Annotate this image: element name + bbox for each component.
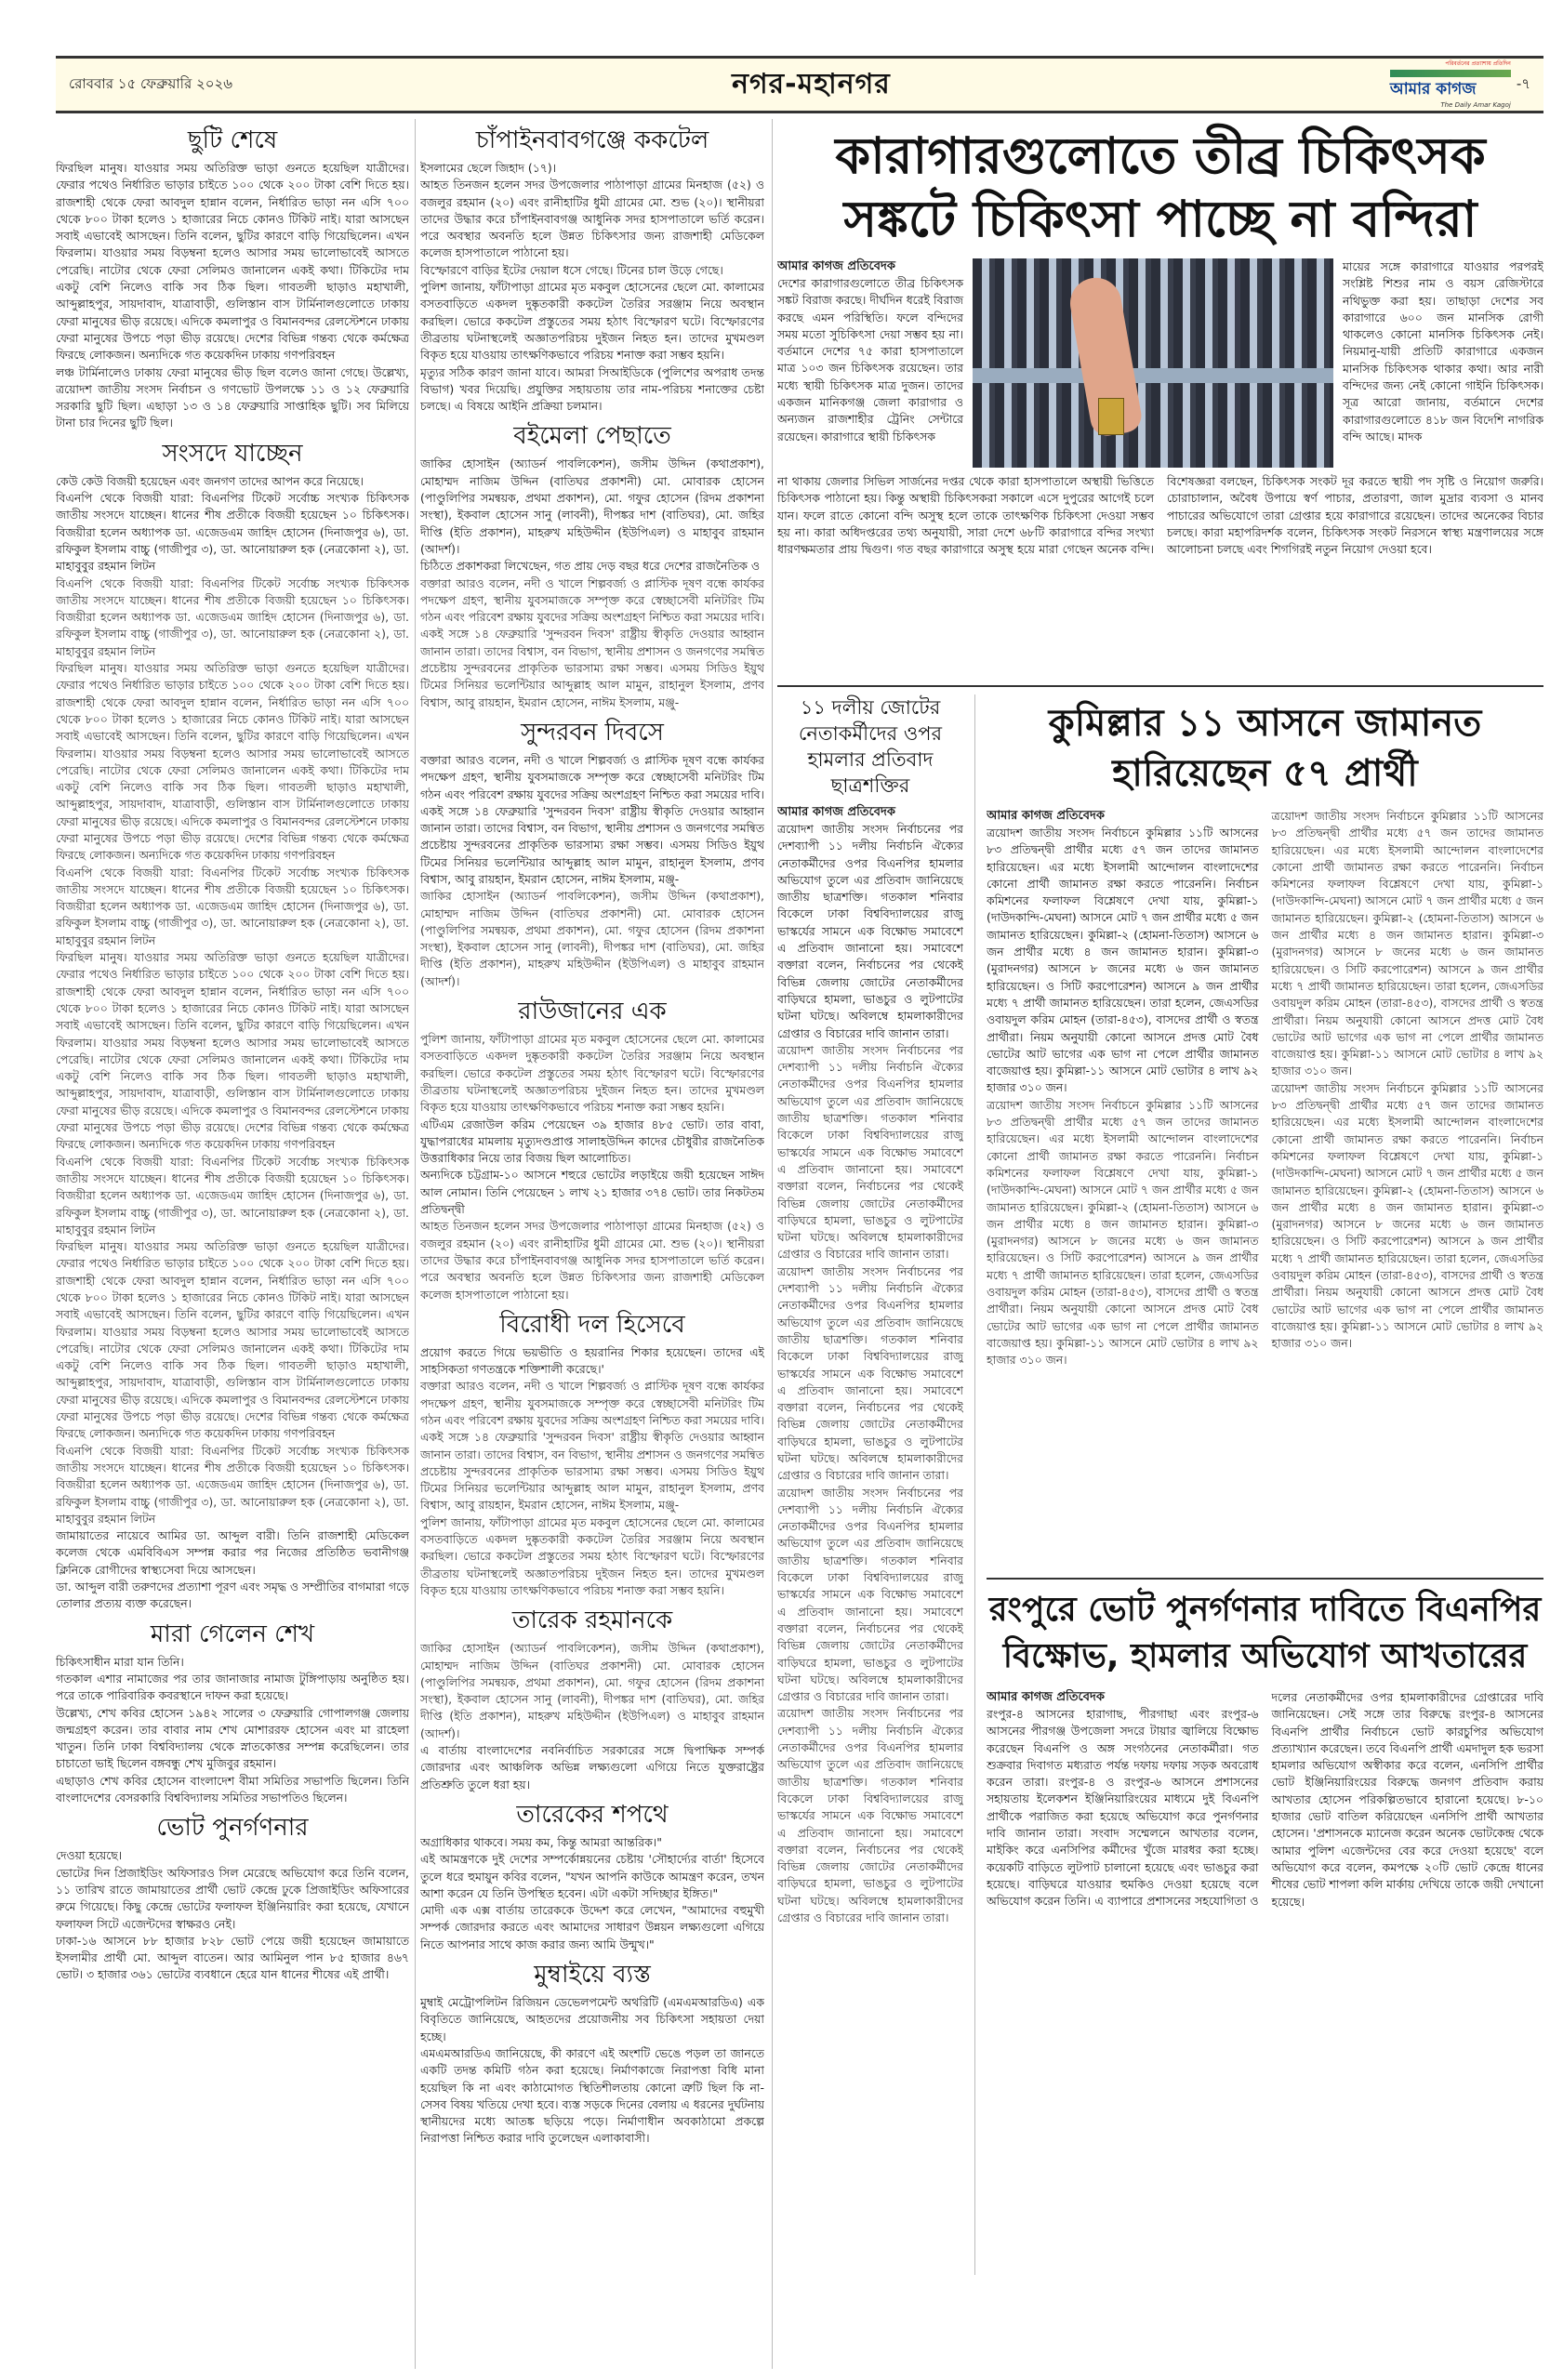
story-heading: বিরোধী দল হিসেবে <box>499 1310 685 1339</box>
byline: আমার কাগজ প্রতিবেদক <box>777 805 895 819</box>
comilla-story-body <box>987 808 1543 1570</box>
rangpur-headline-line-2: বিক্ষোভ, হামলার অভিযোগ আখতারের <box>1002 1637 1528 1675</box>
logo-tagline: পরিবর্তনের প্রত্যাশায় প্রতিদিন <box>1445 60 1511 67</box>
story-paragraph: বিএনপি থেকে বিজয়ী যারা: বিএনপির টিকেট সর্বোচ্চ সংখ্যক চিকিৎসক জাতীয় সংসদে যাচ্ছেন। ধানের শীষ প্রতীকে বিজয়ী হয়েছেন ১০ চিকিৎসক। বিজয়ীরা হলেন অধ্যাপক ডা. এজেডএম জাহিদ হোসেন (দিনাজপুর ৬), ডা. রফিকুল ইসলাম বাচ্চু (গাজীপুর ৩), ডা. আনোয়ারুল হক (নেত্রকোনা ২), ডা. মাহাবুবুর রহমান লিটন <box>56 491 409 574</box>
issue-date: রোববার ১৫ ফেব্রুয়ারি ২০২৬ <box>69 74 233 92</box>
story-paragraph-continued: ত্রয়োদশ জাতীয় সংসদ নির্বাচনের পর দেশব্যাপী ১১ দলীয় নির্বাচনি ঐক্যের নেতাকর্মীদের ওপর বিএনপির হামলার অভিযোগ তুলে এর প্রতিবাদ জানিয়েছে জাতীয় ছাত্রশক্তি। গতকাল শনিবার বিকেলে ঢাকা বিশ্ববিদ্যালয়ের রাজু ভাস্কর্যের সামনে এক বিক্ষোভ সমাবেশে এ প্রতিবাদ জানানো হয়। সমাবেশে বক্তারা বলেন, নির্বাচনের পর থেকেই বিভিন্ন জেলায় জোটের নেতাকর্মীদের বাড়িঘরে হামলা, ভাঙচুর ও লুটপাটের ঘটনা ঘটছে। অবিলম্বে হামলাকারীদের গ্রেপ্তার ও বিচারের দাবি জানান তারা। <box>777 1042 963 1262</box>
story-paragraph: না থাকায় জেলার সিভিল সার্জনের দপ্তর থেকে কারা হাসপাতালে অস্থায়ী ভিত্তিতে চিকিৎসক পাঠানো হয়। কিন্তু অস্থায়ী চিকিৎসকরা সকালে এসে দুপুরের আগেই চলে যান। ফলে রাতে কোনো বন্দি অসুস্থ হলে তাকে তাৎক্ষণিক চিকিৎসা দেওয়া সম্ভব হয় না। কারা অধিদপ্তরের তথ্য অনুযায়ী, সারা দেশে ৬৮টি কারাগারে বন্দির সংখ্যা ধারণক্ষমতার প্রায় দ্বিগুণ। গত বছর কারাগারে অসুস্থ হয়ে মারা গেছেন অনেক বন্দি। বিশেষজ্ঞরা বলছেন, চিকিৎসক সংকট দূর করতে স্থায়ী পদ সৃষ্টি ও নিয়োগ জরুরি। চোরাচালান, অবৈধ উপায়ে স্বর্ণ পাচার, প্রতারণা, জাল মুদ্রার ব্যবসা ও মানব পাচারের অভিযোগে তারা গ্রেপ্তার হয়ে কারাগারে রয়েছেন। তাদের অনেকের বিচার চলছে। কারা মহাপরিদর্শক বলেন, চিকিৎসক সংকট নিরসনে স্বাস্থ্য মন্ত্রণালয়ের সঙ্গে আলোচনা চলছে এবং শিগগিরই নতুন নিয়োগ দেওয়া হবে। <box>777 474 1543 557</box>
side-story <box>777 694 963 2275</box>
story-paragraph-continued: ত্রয়োদশ জাতীয় সংসদ নির্বাচনে কুমিল্লার ১১টি আসনের ৮৩ প্রতিদ্বন্দ্বী প্রার্থীর মধ্যে ৫৭ জন তাদের জামানত হারিয়েছেন। এর মধ্যে ইসলামী আন্দোলন বাংলাদেশের কোনো প্রার্থী জামানত রক্ষা করতে পারেননি। নির্বাচন কমিশনের ফলাফল বিশ্লেষণে দেখা যায়, কুমিল্লা-১ (দাউদকান্দি-মেঘনা) আসনে মোট ৭ জন প্রার্থীর মধ্যে ৫ জন জামানত হারিয়েছেন। কুমিল্লা-২ (হোমনা-তিতাস) আসনে ৬ জন প্রার্থীর মধ্যে ৪ জন জামানত হারান। কুমিল্লা-৩ (মুরাদনগর) আসনে ৮ জনের মধ্যে ৬ জন জামানত হারিয়েছেন। ও সিটি করপোরেশন) আসনে ৯ জন প্রার্থীর মধ্যে ৭ প্রার্থী জামানত হারিয়েছেন। তারা হলেন, জেএসডির ওবায়দুল করিম মোহন (তারা-৪৫৩), বাসদের প্রার্থী ও স্বতন্ত্র প্রার্থীরা। নিয়ম অনুযায়ী কোনো আসনে প্রদত্ত মোট বৈধ ভোটের আট ভাগের এক ভাগ না পেলে প্রার্থীর জামানত বাজেয়াপ্ত হয়। কুমিল্লা-১১ আসনে মোট ভোটার ৪ লাখ ৯২ হাজার ৩১০ জন। <box>1271 809 1543 1078</box>
comilla-headline-line-2: হারিয়েছেন ৫৭ প্রার্থী <box>1112 752 1418 795</box>
story-paragraph: রংপুর-৪ আসনের হারাগাছ, পীরগাছা এবং রংপুর-৬ আসনের পীরগঞ্জ উপজেলা সদরে টায়ার জ্বালিয়ে বিক্ষোভ করেছেন বিএনপি ও অঙ্গ সংগঠনের নেতাকর্মীরা। গত শুক্রবার দিবাগত মধ্যরাত পর্যন্ত দফায় দফায় সড়ক অবরোধ করেন তারা। রংপুর-৪ ও রংপুর-৬ আসনে প্রশাসনের সহায়তায় ইলেকশন ইঞ্জিনিয়ারিংয়ের মাধ্যমে দুই বিএনপি প্রার্থীকে পরাজিত করা হয়েছে অভিযোগ করে পুনর্গণনার দাবি জানান তারা। সংবাদ সম্মেলনে আখতার বলেন, মাইকিং করে এনসিপির কর্মীদের খুঁজে মারধর করা হচ্ছে। কয়েকটি বাড়িতে লুটপাট চালানো হয়েছে এবং ভাঙচুর করা হয়েছে। বাড়িঘরে যাওয়ার হুমকিও দেওয়া হয়েছে বলে অভিযোগ করেন তিনি। এ ব্যাপারে প্রশাসনের সহযোগিতা ও দলের নেতাকর্মীদের ওপর হামলাকারীদের গ্রেপ্তারের দাবি জানিয়েছেন। সেই সঙ্গে তার বিরুদ্ধে রংপুর-৪ আসনের বিএনপি প্রার্থীর নির্বাচনে ভোট কারচুপির অভিযোগ প্রত্যাখ্যান করেছেন। তবে বিএনপি প্রার্থী এমদাদুল হক ভরসা হামলার অভিযোগ অস্বীকার করে বলেন, এনসিপি প্রার্থীর ভোট ইঞ্জিনিয়ারিংয়ের বিরুদ্ধে জনগণ প্রতিবাদ করায় আখতার হোসেন পরিকল্পিতভাবে হারানো হয়েছে। ৮-১০ হাজার ভোট বাতিল করিয়েছেন এনসিপি প্রার্থী আখতার হোসেন। 'প্রশাসনকে ম্যানেজ করেন অনেক ভোটকেন্দ্র থেকে আমার পুলিশ এজেন্টদের বের করে দেওয়া হয়েছে' বলে অভিযোগ করে বলেন, কমপক্ষে ২০টি ভোট কেন্দ্রে ধানের শীষের ভোট শাপলা কলি মার্কায় দেখিয়ে তাকে জয়ী দেখানো হয়েছে। <box>987 1690 1543 1909</box>
story-heading: সুন্দরবন দিবসে <box>521 718 664 747</box>
story-paragraph: ত্রয়োদশ জাতীয় সংসদ নির্বাচনে কুমিল্লার ১১টি আসনের ৮৩ প্রতিদ্বন্দ্বী প্রার্থীর মধ্যে ৫৭ জন তাদের জামানত হারিয়েছেন। এর মধ্যে ইসলামী আন্দোলন বাংলাদেশের কোনো প্রার্থী জামানত রক্ষা করতে পারেননি। নির্বাচন কমিশনের ফলাফল বিশ্লেষণে দেখা যায়, কুমিল্লা-১ (দাউদকান্দি-মেঘনা) আসনে মোট ৭ জন প্রার্থীর মধ্যে ৫ জন জামানত হারিয়েছেন। কুমিল্লা-২ (হোমনা-তিতাস) আসনে ৬ জন প্রার্থীর মধ্যে ৪ জন জামানত হারান। কুমিল্লা-৩ (মুরাদনগর) আসনে ৮ জনের মধ্যে ৬ জন জামানত হারিয়েছেন। ও সিটি করপোরেশন) আসনে ৯ জন প্রার্থীর মধ্যে ৭ প্রার্থী জামানত হারিয়েছেন। তারা হলেন, জেএসডির ওবায়দুল করিম মোহন (তারা-৪৫৩), বাসদের প্রার্থী ও স্বতন্ত্র প্রার্থীরা। নিয়ম অনুযায়ী কোনো আসনে প্রদত্ত মোট বৈধ ভোটের আট ভাগের এক ভাগ না পেলে প্রার্থীর জামানত বাজেয়াপ্ত হয়। কুমিল্লা-১১ আসনে মোট ভোটার ৪ লাখ ৯২ হাজার ৩১০ জন। <box>987 826 1259 1095</box>
story-paragraph: দেশের কারাগারগুলোতে তীব্র চিকিৎসক সঙ্কট বিরাজ করছে। দীর্ঘদিন ধরেই বিরাজ করছে এমন পরিস্থিতি। ফলে বন্দিদের সময় মতো সুচিকিৎসা দেয়া সম্ভব হয় না। বর্তমানে দেশের ৭৫ কারা হাসপাতালে মাত্র ১০৩ জন চিকিৎসক রয়েছেন। তার মধ্যে স্থায়ী চিকিৎসক মাত্র দুজন। তাদের একজন মানিকগঞ্জ জেলা কারাগার ও অন্যজন রাজশাহীর ট্রেনিং সেন্টারে রয়েছেন। কারাগারে স্থায়ী চিকিৎসক <box>777 276 963 443</box>
story-paragraph: পুলিশ জানায়, ফাঁটাপাড়া গ্রামের মৃত মকবুল হোসেনের ছেলে মো. কালামের বসতবাড়িতে একদল দুষ্কৃতকারী ককটেল তৈরির সরঞ্জাম নিয়ে অবস্থান করছিল। ভোরে ককটেল প্রস্তুতের সময় হঠাৎ বিস্ফোরণ ঘটে। বিস্ফোরণের তীব্রতায় ঘটনাস্থলেই অজ্ঞাতপরিচয় দুইজন নিহত হন। তাদের মুখমণ্ডল বিকৃত হয়ে যাওয়ায় তাৎক্ষণিকভাবে পরিচয় শনাক্ত করা সম্ভব হয়নি। <box>420 280 764 363</box>
story-paragraph-continued: বিএনপি থেকে বিজয়ী যারা: বিএনপির টিকেট সর্বোচ্চ সংখ্যক চিকিৎসক জাতীয় সংসদে যাচ্ছেন। ধানের শীষ প্রতীকে বিজয়ী হয়েছেন ১০ চিকিৎসক। বিজয়ীরা হলেন অধ্যাপক ডা. এজেডএম জাহিদ হোসেন (দিনাজপুর ৬), ডা. রফিকুল ইসলাম বাচ্চু (গাজীপুর ৩), ডা. আনোয়ারুল হক (নেত্রকোনা ২), ডা. মাহাবুবুর রহমান লিটন <box>56 575 409 658</box>
story-paragraph: মোদী এক এক্স বার্তায় তারেককে উদ্দেশ করে লেখেন, "আমাদের বহুমুখী সম্পর্ক জোরদার করতে এবং আমাদের সাধারণ উন্নয়ন লক্ষ্যগুলো এগিয়ে নিতে আপনার সাথে কাজ করার জন্য আমি উন্মুখ।" <box>420 1903 764 1951</box>
story-paragraph-continued: বক্তারা আরও বলেন, নদী ও খালে শিল্পবর্জ্য ও প্লাস্টিক দূষণ বন্ধে কার্যকর পদক্ষেপ গ্রহণ, স্থানীয় যুবসমাজকে সম্পৃক্ত করে স্বেচ্ছাসেবী মনিটরিং টিম গঠন এবং পরিবেশ রক্ষায় যুবদের সক্রিয় অংশগ্রহণ নিশ্চিত করা সময়ের দাবি। একই সঙ্গে ১৪ ফেব্রুয়ারি 'সুন্দরবন দিবস' রাষ্ট্রীয় স্বীকৃতি দেওয়ার আহ্বান জানান তারা। তাদের বিশ্বাস, বন বিভাগ, স্থানীয় প্রশাসন ও জনগণের সমন্বিত প্রচেষ্টায় সুন্দরবনের প্রাকৃতিক ভারসাম্য রক্ষা সম্ভব। এসময় সিডিও ইয়ুথ টিমের সিনিয়র ভলেন্টিয়ার আব্দুল্লাহ আল মামুন, রাহানুল ইসলাম, প্রণব বিশ্বাস, আবু রায়হান, ইমরান হোসেন, নাঈম ইসলাম, মঞ্জু- <box>420 575 764 709</box>
story-heading: তারেক রহমানকে <box>511 1606 673 1635</box>
story-paragraph: উল্লেখ্য, শেখ কবির হোসেন ১৯৪২ সালের ৩ ফেব্রুয়ারি গোপালগঞ্জ জেলায় জন্মগ্রহণ করেন। তার বাবার নাম শেখ মোশাররফ হোসেন এবং মা রাহেলা খাতুন। তিনি ঢাকা বিশ্ববিদ্যালয় থেকে স্নাতকোত্তর সম্পন্ন করেছিলেন। তার চাচাতো ভাই ছিলেন বঙ্গবন্ধু শেখ মুজিবুর রহমান। <box>56 1705 409 1771</box>
right-section <box>777 119 1543 2369</box>
story-paragraph: এমএমআরডিএ জানিয়েছে, কী কারণে এই অংশটি ভেঙে পড়ল তা জানতে একটি তদন্ত কমিটি গঠন করা হয়েছে। নির্মাণকাজে নিরাপত্তা বিধি মানা হয়েছিল কি না এবং কাঠামোগত স্থিতিশীলতায় কোনো ত্রুটি ছিল কি না-সেসব বিষয় খতিয়ে দেখা হবে। ব্যস্ত সড়কে দিনের বেলায় এ ধরনের দুর্ঘটনায় স্থানীয়দের মধ্যে আতঙ্ক ছড়িয়ে পড়ে। নির্মাণাধীন অবকাঠামো প্রকল্পে নিরাপত্তা নিশ্চিত করার দাবি তুলেছেন এলাকাবাসী। <box>420 2045 764 2146</box>
logo-group <box>1390 60 1530 109</box>
page-number: -৭ <box>1516 74 1530 92</box>
column-divider <box>772 119 773 2369</box>
side-story-headline: ১১ দলীয় জোটের নেতাকর্মীদের ওপর হামলার প্রতিবাদ ছাত্রশক্তির <box>798 696 943 797</box>
rangpur-headline <box>987 1587 1543 1680</box>
story-paragraph-continued: ফিরছিল মানুষ। যাওয়ার সময় অতিরিক্ত ভাড়া গুনতে হয়েছিল যাত্রীদের। ফেরার পথেও নির্ধারিত ভাড়ার চাইতে ১০০ থেকে ২০০ টাকা বেশি দিতে হয়। রাজশাহী থেকে ফেরা আবদুল হান্নান বলেন, নির্ধারিত ভাড়া নন এসি ৭০০ থেকে ৮০০ টাকা হলেও ১ হাজারের নিচে কোনও টিকিট নাই। যারা আসছেন সবাই এভাবেই আসছেন। তিনি বলেন, ছুটির কারণে বাড়ি গিয়েছিলেন। এখন ফিরলাম। যাওয়ার সময় বিড়ম্বনা হলেও আসার সময় ভালোভাবেই আসতে পেরেছি। নাটোর থেকে ফেরা সেলিমও জানালেন একই কথা। টিকিটের দাম একটু বেশি নিলেও বাকি সব ঠিক ছিল। গাবতলী ছাড়াও মহাখালী, আব্দুল্লাহপুর, সায়দাবাদ, যাত্রাবাড়ী, গুলিস্তান বাস টার্মিনালগুলোতে ঢাকায় ফেরা মানুষের ভীড় রয়েছে। এদিকে কমলাপুর ও বিমানবন্দর রেলস্টেশনে ঢাকায় ফেরা মানুষের উপচে পড়া ভীড় রয়েছে। দেশের বিভিন্ন গন্তব্য থেকে কর্মক্ষেত্র ফিরছে লোকজন। অন্যদিকে গত কয়েকদিন ঢাকায় গণপরিবহন <box>56 950 409 1152</box>
padlock-icon <box>1098 398 1124 435</box>
logo-english: The Daily Amar Kagoj <box>1440 101 1511 109</box>
story-heading: মারা গেলেন শেখ <box>150 1620 315 1648</box>
story-heading: তারেকের শপথে <box>516 1800 669 1829</box>
byline: আমার কাগজ প্রতিবেদক <box>987 809 1105 823</box>
byline: আমার কাগজ প্রতিবেদক <box>987 1690 1105 1704</box>
prison-bars-photo <box>973 258 1333 468</box>
section-rule <box>987 1578 1543 1580</box>
story-paragraph-continued: পুলিশ জানায়, ফাঁটাপাড়া গ্রামের মৃত মকবুল হোসেনের ছেলে মো. কালামের বসতবাড়িতে একদল দুষ্কৃতকারী ককটেল তৈরির সরঞ্জাম নিয়ে অবস্থান করছিল। ভোরে ককটেল প্রস্তুতের সময় হঠাৎ বিস্ফোরণ ঘটে। বিস্ফোরণের তীব্রতায় ঘটনাস্থলেই অজ্ঞাতপরিচয় দুইজন নিহত হন। তাদের মুখমণ্ডল বিকৃত হয়ে যাওয়ায় তাৎক্ষণিকভাবে পরিচয় শনাক্ত করা সম্ভব হয়নি। <box>420 1032 764 1115</box>
story-paragraph: চিঠিতে প্রকাশকরা লিখেছেন, গত প্রায় দেড় বছর ধরে দেশের রাজনৈতিক ও <box>420 559 760 574</box>
page-masthead <box>56 56 1543 113</box>
middle-column <box>420 119 764 2369</box>
story-paragraph: এ বার্তায় বাংলাদেশের নবনির্বাচিত সরকারের সঙ্গে দ্বিপাক্ষিক সম্পর্ক জোরদার এবং আঞ্চলিক অভিন্ন লক্ষ্যগুলো এগিয়ে নিতে যুক্তরাষ্ট্রের প্রতিশ্রুতি তুলে ধরা হয়। <box>420 1743 764 1792</box>
section-rule <box>777 685 1543 687</box>
story-heading: চাঁপাইনবাবগঞ্জে ককটেল <box>475 126 709 154</box>
story-paragraph: এছাড়াও শেখ কবির হোসেন বাংলাদেশ বীমা সমিতির সভাপতি ছিলেন। তিনি বাংলাদেশের বেসরকারি বিশ্ববিদ্যালয় সমিতির সভাপতিও ছিলেন। <box>56 1773 409 1805</box>
story-paragraph-continued: বক্তারা আরও বলেন, নদী ও খালে শিল্পবর্জ্য ও প্লাস্টিক দূষণ বন্ধে কার্যকর পদক্ষেপ গ্রহণ, স্থানীয় যুবসমাজকে সম্পৃক্ত করে স্বেচ্ছাসেবী মনিটরিং টিম গঠন এবং পরিবেশ রক্ষায় যুবদের সক্রিয় অংশগ্রহণ নিশ্চিত করা সময়ের দাবি। একই সঙ্গে ১৪ ফেব্রুয়ারি 'সুন্দরবন দিবস' রাষ্ট্রীয় স্বীকৃতি দেওয়ার আহ্বান জানান তারা। তাদের বিশ্বাস, বন বিভাগ, স্থানীয় প্রশাসন ও জনগণের সমন্বিত প্রচেষ্টায় সুন্দরবনের প্রাকৃতিক ভারসাম্য রক্ষা সম্ভব। এসময় সিডিও ইয়ুথ টিমের সিনিয়র ভলেন্টিয়ার আব্দুল্লাহ আল মামুন, রাহানুল ইসলাম, প্রণব বিশ্বাস, আবু রায়হান, ইমরান হোসেন, নাঈম ইসলাম, মঞ্জু- <box>420 1379 764 1513</box>
newspaper-logo <box>1390 60 1511 109</box>
story-paragraph: গতকাল এশার নামাজের পর তার জানাজার নামাজ টুঙ্গিপাড়ায় অনুষ্ঠিত হয়। পরে তাকে পারিবারিক কবরস্থানে দাফন করা হয়েছে। <box>56 1671 409 1703</box>
story-paragraph: প্রয়োগ করতে গিয়ে ভয়ভীতি ও হয়রানির শিকার হয়েছেন। তাদের এই সাহসিকতা গণতন্ত্রকে শক্তিশালী করেছে।' <box>420 1344 764 1377</box>
logo-name: আমার কাগজ <box>1389 80 1477 99</box>
story-paragraph: লঞ্চ টার্মিনালেও ঢাকায় ফেরা মানুষের ভীড় ছিল বলেও জানা গেছে। উল্লেখ্য, ত্রয়োদশ জাতীয় সংসদ নির্বাচন ও গণভোট উপলক্ষে ১১ ও ১২ ফেব্রুয়ারি সরকারি ছুটি ছিল। এছাড়া ১৩ ও ১৪ ফেব্রুয়ারি সাপ্তাহিক ছুটি। সব মিলিয়ে টানা চার দিনের ছুটি ছিল। <box>56 364 409 430</box>
column-divider <box>415 119 416 2369</box>
story-paragraph: জাকির হোসাইন (অ্যাডর্ন পাবলিকেশন), জসীম উদ্দিন (কথাপ্রকাশ), মোহাম্মদ নাজিম উদ্দিন (বাতিঘর প্রকাশনী) মো. মোবারক হোসেন (পাণ্ডুলিপির সমন্বয়ক, প্রথমা প্রকাশন), মো. গফুর হোসেন (রিদম প্রকাশনা সংস্থা), ইকবাল হোসেন সানু (লাবনী), দীপঙ্কর দাশ (বাতিঘর), মো. জহির দীপ্তি (ইতি প্রকাশন), মাহরুখ মহিউদ্দীন (ইউপিএল) ও মাহাবুব রাহমান (আদর্শ)। <box>420 456 764 556</box>
story-paragraph: আহত তিনজন হলেন সদর উপজেলার পাঠাপাড়া গ্রামের মিনহাজ (৫২) ও বজলুর রহমান (২০) এবং রানীহাটির ধুমী গ্রামের মো. শুভ (২০)। স্থানীয়রা তাদের উদ্ধার করে চাঁপাইনবাবগঞ্জ আধুনিক সদর হাসপাতালে ভর্তি করেন। পরে অবস্থার অবনতি হলে উন্নত চিকিৎসার জন্য রাজশাহী মেডিকেল কলেজ হাসপাতালে পাঠানো হয়। <box>420 178 764 260</box>
story-heading: বইমেলা পেছাতে <box>513 422 671 451</box>
lead-headline-line-1: কারাগারগুলোতে তীব্র চিকিৎসক <box>835 126 1486 185</box>
story-paragraph: এটিএম রেজাউল করিম পেয়েছেন ৩৯ হাজার ৪৮৫ ভোট। তার বাবা, যুদ্ধাপরাধের মামলায় মৃত্যুদণ্ডপ্রাপ্ত সালাহউদ্দিন কাদের চৌধুরীর রাজনৈতিক উত্তরাধিকার নিয়ে তার বিজয় ছিল আলোচিত। <box>420 1117 764 1166</box>
story-paragraph: অন্যদিকে চট্টগ্রাম-১০ আসনে শহুরে ভোটের লড়াইয়ে জয়ী হয়েছেন সাঈদ আল নোমান। তিনি পেয়েছেন ১ লাখ ২১ হাজার ৩৭৪ ভোট। তার নিকটতম প্রতিদ্বন্দ্বী <box>420 1168 764 1217</box>
story-paragraph-continued: ত্রয়োদশ জাতীয় সংসদ নির্বাচনের পর দেশব্যাপী ১১ দলীয় নির্বাচনি ঐক্যের নেতাকর্মীদের ওপর বিএনপির হামলার অভিযোগ তুলে এর প্রতিবাদ জানিয়েছে জাতীয় ছাত্রশক্তি। গতকাল শনিবার বিকেলে ঢাকা বিশ্ববিদ্যালয়ের রাজু ভাস্কর্যের সামনে এক বিক্ষোভ সমাবেশে এ প্রতিবাদ জানানো হয়। সমাবেশে বক্তারা বলেন, নির্বাচনের পর থেকেই বিভিন্ন জেলায় জোটের নেতাকর্মীদের বাড়িঘরে হামলা, ভাঙচুর ও লুটপাটের ঘটনা ঘটছে। অবিলম্বে হামলাকারীদের গ্রেপ্তার ও বিচারের দাবি জানান তারা। <box>777 1485 963 1704</box>
lead-headline-line-2: সঙ্কটে চিকিৎসা পাচ্ছে না বন্দিরা <box>843 190 1477 248</box>
section-title: নগর-মহানগর <box>732 67 891 100</box>
story-paragraph: মায়ের সঙ্গে কারাগারে যাওয়ার পরপরই সংশ্লিষ্ট শিশুর নাম ও বয়স রেজিস্টারে নথিভুক্ত করা হয়। তাছাড়া দেশের সব কারাগারে ৬০০ জন মানসিক রোগী থাকলেও কোনো মানসিক চিকিৎসক নেই। নিয়মানু-যায়ী প্রতিটি কারাগারে একজন মানসিক চিকিৎসক থাকার কথা। আর নারী বন্দিদের জন্য নেই কোনো গাইনি চিকিৎসক। সূত্র আরো জানায়, বর্তমানে দেশের কারাগারগুলোতে ৪১৮ জন বিদেশি নাগরিক বন্দি আছে। মাদক <box>1343 259 1543 443</box>
story-paragraph-continued: ত্রয়োদশ জাতীয় সংসদ নির্বাচনে কুমিল্লার ১১টি আসনের ৮৩ প্রতিদ্বন্দ্বী প্রার্থীর মধ্যে ৫৭ জন তাদের জামানত হারিয়েছেন। এর মধ্যে ইসলামী আন্দোলন বাংলাদেশের কোনো প্রার্থী জামানত রক্ষা করতে পারেননি। নির্বাচন কমিশনের ফলাফল বিশ্লেষণে দেখা যায়, কুমিল্লা-১ (দাউদকান্দি-মেঘনা) আসনে মোট ৭ জন প্রার্থীর মধ্যে ৫ জন জামানত হারিয়েছেন। কুমিল্লা-২ (হোমনা-তিতাস) আসনে ৬ জন প্রার্থীর মধ্যে ৪ জন জামানত হারান। কুমিল্লা-৩ (মুরাদনগর) আসনে ৮ জনের মধ্যে ৬ জন জামানত হারিয়েছেন। ও সিটি করপোরেশন) আসনে ৯ জন প্রার্থীর মধ্যে ৭ প্রার্থী জামানত হারিয়েছেন। তারা হলেন, জেএসডির ওবায়দুল করিম মোহন (তারা-৪৫৩), বাসদের প্রার্থী ও স্বতন্ত্র প্রার্থীরা। নিয়ম অনুযায়ী কোনো আসনে প্রদত্ত মোট বৈধ ভোটের আট ভাগের এক ভাগ না পেলে প্রার্থীর জামানত বাজেয়াপ্ত হয়। কুমিল্লা-১১ আসনে মোট ভোটার ৪ লাখ ৯২ হাজার ৩১০ জন। <box>987 1097 1259 1368</box>
story-paragraph: মুম্বাই মেট্রোপলিটন রিজিয়ন ডেভেলপমেন্ট অথরিটি (এমএমআরডিএ) এক বিবৃতিতে জানিয়েছে, আহতদের প্রয়োজনীয় সব চিকিৎসা সহায়তা দেয়া হচ্ছে। <box>420 1995 764 2043</box>
story-paragraph-continued: জাকির হোসাইন (অ্যাডর্ন পাবলিকেশন), জসীম উদ্দিন (কথাপ্রকাশ), মোহাম্মদ নাজিম উদ্দিন (বাতিঘর প্রকাশনী) মো. মোবারক হোসেন (পাণ্ডুলিপির সমন্বয়ক, প্রথমা প্রকাশন), মো. গফুর হোসেন (রিদম প্রকাশনা সংস্থা), ইকবাল হোসেন সানু (লাবনী), দীপঙ্কর দাশ (বাতিঘর), মো. জহির দীপ্তি (ইতি প্রকাশন), মাহরুখ মহিউদ্দীন (ইউপিএল) ও মাহাবুব রাহমান (আদর্শ)। <box>420 889 764 988</box>
story-paragraph-continued: পুলিশ জানায়, ফাঁটাপাড়া গ্রামের মৃত মকবুল হোসেনের ছেলে মো. কালামের বসতবাড়িতে একদল দুষ্কৃতকারী ককটেল তৈরির সরঞ্জাম নিয়ে অবস্থান করছিল। ভোরে ককটেল প্রস্তুতের সময় হঠাৎ বিস্ফোরণ ঘটে। বিস্ফোরণের তীব্রতায় ঘটনাস্থলেই অজ্ঞাতপরিচয় দুইজন নিহত হন। তাদের মুখমণ্ডল বিকৃত হয়ে যাওয়ায় তাৎক্ষণিকভাবে পরিচয় শনাক্ত করা সম্ভব হয়নি। <box>420 1514 764 1597</box>
story-paragraph-continued: বিএনপি থেকে বিজয়ী যারা: বিএনপির টিকেট সর্বোচ্চ সংখ্যক চিকিৎসক জাতীয় সংসদে যাচ্ছেন। ধানের শীষ প্রতীকে বিজয়ী হয়েছেন ১০ চিকিৎসক। বিজয়ীরা হলেন অধ্যাপক ডা. এজেডএম জাহিদ হোসেন (দিনাজপুর ৬), ডা. রফিকুল ইসলাম বাচ্চু (গাজীপুর ৩), ডা. আনোয়ারুল হক (নেত্রকোনা ২), ডা. মাহাবুবুর রহমান লিটন <box>56 865 409 947</box>
story-paragraph: দেওয়া হয়েছে। <box>56 1848 123 1863</box>
story-paragraph-continued: ফিরছিল মানুষ। যাওয়ার সময় অতিরিক্ত ভাড়া গুনতে হয়েছিল যাত্রীদের। ফেরার পথেও নির্ধারিত ভাড়ার চাইতে ১০০ থেকে ২০০ টাকা বেশি দিতে হয়। রাজশাহী থেকে ফেরা আবদুল হান্নান বলেন, নির্ধারিত ভাড়া নন এসি ৭০০ থেকে ৮০০ টাকা হলেও ১ হাজারের নিচে কোনও টিকিট নাই। যারা আসছেন সবাই এভাবেই আসছেন। তিনি বলেন, ছুটির কারণে বাড়ি গিয়েছিলেন। এখন ফিরলাম। যাওয়ার সময় বিড়ম্বনা হলেও আসার সময় ভালোভাবেই আসতে পেরেছি। নাটোর থেকে ফেরা সেলিমও জানালেন একই কথা। টিকিটের দাম একটু বেশি নিলেও বাকি সব ঠিক ছিল। গাবতলী ছাড়াও মহাখালী, আব্দুল্লাহপুর, সায়দাবাদ, যাত্রাবাড়ী, গুলিস্তান বাস টার্মিনালগুলোতে ঢাকায় ফেরা মানুষের ভীড় রয়েছে। এদিকে কমলাপুর ও বিমানবন্দর রেলস্টেশনে ঢাকায় ফেরা মানুষের উপচে পড়া ভীড় রয়েছে। দেশের বিভিন্ন গন্তব্য থেকে কর্মক্ষেত্র ফিরছে লোকজন। অন্যদিকে গত কয়েকদিন ঢাকায় গণপরিবহন <box>56 661 409 863</box>
column-divider <box>974 694 975 2275</box>
logo-skyline-strip <box>1390 70 1511 77</box>
rangpur-story-body <box>987 1689 1543 2080</box>
comilla-headline-line-1: কুমিল্লার ১১ আসনে জামানত <box>1048 702 1482 745</box>
story-paragraph: মৃত্যুর সঠিক কারণ জানা যাবে। আমরা সিআইডিকে (পুলিশের অপরাধ তদন্ত বিভাগ) খবর দিয়েছি। প্রযুক্তির সহায়তায় তার নাম-পরিচয় শনাক্তের চেষ্টা চলছে। এ বিষয়ে আইনি প্রক্রিয়া চলমান। <box>420 364 764 414</box>
story-heading: সংসদে যাচ্ছেন <box>162 439 303 468</box>
story-paragraph: অগ্রাধিকার থাকবে। সময় কম, কিন্তু আমরা আন্তরিক।" <box>420 1834 662 1849</box>
lower-main-stories <box>987 694 1543 2080</box>
story-paragraph: ঢাকা-১৬ আসনে ৮৮ হাজার ৮২৮ ভোট পেয়ে জয়ী হয়েছেন জামায়াতে ইসলামীর প্রার্থী মো. আব্দুল বাতেন। আর আমিনুল পান ৮৫ হাজার ৪৬৭ ভোট। ৩ হাজার ৩৬১ ভোটের ব্যবধানে হেরে যান ধানের শীষের এই প্রার্থী। <box>56 1933 409 1982</box>
lead-story-row <box>777 258 1543 468</box>
lead-headline <box>777 125 1543 251</box>
story-paragraph-continued: জাকির হোসাইন (অ্যাডর্ন পাবলিকেশন), জসীম উদ্দিন (কথাপ্রকাশ), মোহাম্মদ নাজিম উদ্দিন (বাতিঘর প্রকাশনী) মো. মোবারক হোসেন (পাণ্ডুলিপির সমন্বয়ক, প্রথমা প্রকাশন), মো. গফুর হোসেন (রিদম প্রকাশনা সংস্থা), ইকবাল হোসেন সানু (লাবনী), দীপঙ্কর দাশ (বাতিঘর), মো. জহির দীপ্তি (ইতি প্রকাশন), মাহরুখ মহিউদ্দীন (ইউপিএল) ও মাহাবুব রাহমান (আদর্শ)। <box>420 1641 764 1740</box>
story-paragraph-continued: ত্রয়োদশ জাতীয় সংসদ নির্বাচনে কুমিল্লার ১১টি আসনের ৮৩ প্রতিদ্বন্দ্বী প্রার্থীর মধ্যে ৫৭ জন তাদের জামানত হারিয়েছেন। এর মধ্যে ইসলামী আন্দোলন বাংলাদেশের কোনো প্রার্থী জামানত রক্ষা করতে পারেননি। নির্বাচন কমিশনের ফলাফল বিশ্লেষণে দেখা যায়, কুমিল্লা-১ (দাউদকান্দি-মেঘনা) আসনে মোট ৭ জন প্রার্থীর মধ্যে ৫ জন জামানত হারিয়েছেন। কুমিল্লা-২ (হোমনা-তিতাস) আসনে ৬ জন প্রার্থীর মধ্যে ৪ জন জামানত হারান। কুমিল্লা-৩ (মুরাদনগর) আসনে ৮ জনের মধ্যে ৬ জন জামানত হারিয়েছেন। ও সিটি করপোরেশন) আসনে ৯ জন প্রার্থীর মধ্যে ৭ প্রার্থী জামানত হারিয়েছেন। তারা হলেন, জেএসডির ওবায়দুল করিম মোহন (তারা-৪৫৩), বাসদের প্রার্থী ও স্বতন্ত্র প্রার্থীরা। নিয়ম অনুযায়ী কোনো আসনে প্রদত্ত মোট বৈধ ভোটের আট ভাগের এক ভাগ না পেলে প্রার্থীর জামানত বাজেয়াপ্ত হয়। কুমিল্লা-১১ আসনে মোট ভোটার ৪ লাখ ৯২ হাজার ৩১০ জন। <box>1271 1080 1543 1351</box>
story-paragraph-continued: ত্রয়োদশ জাতীয় সংসদ নির্বাচনের পর দেশব্যাপী ১১ দলীয় নির্বাচনি ঐক্যের নেতাকর্মীদের ওপর বিএনপির হামলার অভিযোগ তুলে এর প্রতিবাদ জানিয়েছে জাতীয় ছাত্রশক্তি। গতকাল শনিবার বিকেলে ঢাকা বিশ্ববিদ্যালয়ের রাজু ভাস্কর্যের সামনে এক বিক্ষোভ সমাবেশে এ প্রতিবাদ জানানো হয়। সমাবেশে বক্তারা বলেন, নির্বাচনের পর থেকেই বিভিন্ন জেলায় জোটের নেতাকর্মীদের বাড়িঘরে হামলা, ভাঙচুর ও লুটপাটের ঘটনা ঘটছে। অবিলম্বে হামলাকারীদের গ্রেপ্তার ও বিচারের দাবি জানান তারা। <box>777 1706 963 1924</box>
story-paragraph: কেউ কেউ বিজয়ী হয়েছেন এবং জনগণ তাদের আপন করে নিয়েছে। <box>56 473 364 488</box>
lead-story-col-1 <box>777 258 963 445</box>
story-paragraph: ত্রয়োদশ জাতীয় সংসদ নির্বাচনের পর দেশব্যাপী ১১ দলীয় নির্বাচনি ঐক্যের নেতাকর্মীদের ওপর বিএনপির হামলার অভিযোগ তুলে এর প্রতিবাদ জানিয়েছে জাতীয় ছাত্রশক্তি। গতকাল শনিবার বিকেলে ঢাকা বিশ্ববিদ্যালয়ের রাজু ভাস্কর্যের সামনে এক বিক্ষোভ সমাবেশে এ প্রতিবাদ জানানো হয়। সমাবেশে বক্তারা বলেন, নির্বাচনের পর থেকেই বিভিন্ন জেলায় জোটের নেতাকর্মীদের বাড়িঘরে হামলা, ভাঙচুর ও লুটপাটের ঘটনা ঘটছে। অবিলম্বে হামলাকারীদের গ্রেপ্তার ও বিচারের দাবি জানান তারা। <box>777 822 963 1040</box>
story-paragraph: ফিরছিল মানুষ। যাওয়ার সময় অতিরিক্ত ভাড়া গুনতে হয়েছিল যাত্রীদের। ফেরার পথেও নির্ধারিত ভাড়ার চাইতে ১০০ থেকে ২০০ টাকা বেশি দিতে হয়। রাজশাহী থেকে ফেরা আবদুল হান্নান বলেন, নির্ধারিত ভাড়া নন এসি ৭০০ থেকে ৮০০ টাকা হলেও ১ হাজারের নিচে কোনও টিকিট নাই। যারা আসছেন সবাই এভাবেই আসছেন। তিনি বলেন, ছুটির কারণে বাড়ি গিয়েছিলেন। এখন ফিরলাম। যাওয়ার সময় বিড়ম্বনা হলেও আসার সময় ভালোভাবেই আসতে পেরেছি। নাটোর থেকে ফেরা সেলিমও জানালেন একই কথা। টিকিটের দাম একটু বেশি নিলেও বাকি সব ঠিক ছিল। গাবতলী ছাড়াও মহাখালী, আব্দুল্লাহপুর, সায়দাবাদ, যাত্রাবাড়ী, গুলিস্তান বাস টার্মিনালগুলোতে ঢাকায় ফেরা মানুষের ভীড় রয়েছে। এদিকে কমলাপুর ও বিমানবন্দর রেলস্টেশনে ঢাকায় ফেরা মানুষের উপচে পড়া ভীড় রয়েছে। দেশের বিভিন্ন গন্তব্য থেকে কর্মক্ষেত্র ফিরছে লোকজন। অন্যদিকে গত কয়েকদিন ঢাকায় গণপরিবহন <box>56 161 409 363</box>
lower-section <box>777 694 1543 2275</box>
story-paragraph-continued: বিএনপি থেকে বিজয়ী যারা: বিএনপির টিকেট সর্বোচ্চ সংখ্যক চিকিৎসক জাতীয় সংসদে যাচ্ছেন। ধানের শীষ প্রতীকে বিজয়ী হয়েছেন ১০ চিকিৎসক। বিজয়ীরা হলেন অধ্যাপক ডা. এজেডএম জাহিদ হোসেন (দিনাজপুর ৬), ডা. রফিকুল ইসলাম বাচ্চু (গাজীপুর ৩), ডা. আনোয়ারুল হক (নেত্রকোনা ২), ডা. মাহাবুবুর রহমান লিটন <box>56 1154 409 1236</box>
story-paragraph-continued: ত্রয়োদশ জাতীয় সংসদ নির্বাচনের পর দেশব্যাপী ১১ দলীয় নির্বাচনি ঐক্যের নেতাকর্মীদের ওপর বিএনপির হামলার অভিযোগ তুলে এর প্রতিবাদ জানিয়েছে জাতীয় ছাত্রশক্তি। গতকাল শনিবার বিকেলে ঢাকা বিশ্ববিদ্যালয়ের রাজু ভাস্কর্যের সামনে এক বিক্ষোভ সমাবেশে এ প্রতিবাদ জানানো হয়। সমাবেশে বক্তারা বলেন, নির্বাচনের পর থেকেই বিভিন্ন জেলায় জোটের নেতাকর্মীদের বাড়িঘরে হামলা, ভাঙচুর ও লুটপাটের ঘটনা ঘটছে। অবিলম্বে হামলাকারীদের গ্রেপ্তার ও বিচারের দাবি জানান তারা। <box>777 1263 963 1483</box>
story-paragraph: বিস্ফোরণে বাড়ির ইটের দেয়াল ধসে গেছে। টিনের চাল উড়ে গেছে। <box>420 262 723 277</box>
story-paragraph: বক্তারা আরও বলেন, নদী ও খালে শিল্পবর্জ্য ও প্লাস্টিক দূষণ বন্ধে কার্যকর পদক্ষেপ গ্রহণ, স্থানীয় যুবসমাজকে সম্পৃক্ত করে স্বেচ্ছাসেবী মনিটরিং টিম গঠন এবং পরিবেশ রক্ষায় যুবদের সক্রিয় অংশগ্রহণ নিশ্চিত করা সময়ের দাবি। একই সঙ্গে ১৪ ফেব্রুয়ারি 'সুন্দরবন দিবস' রাষ্ট্রীয় স্বীকৃতি দেওয়ার আহ্বান জানান তারা। তাদের বিশ্বাস, বন বিভাগ, স্থানীয় প্রশাসন ও জনগণের সমন্বিত প্রচেষ্টায় সুন্দরবনের প্রাকৃতিক ভারসাম্য রক্ষা সম্ভব। এসময় সিডিও ইয়ুথ টিমের সিনিয়র ভলেন্টিয়ার আব্দুল্লাহ আল মামুন, রাহানুল ইসলাম, প্রণব বিশ্বাস, আবু রায়হান, ইমরান হোসেন, নাঈম ইসলাম, মঞ্জু- <box>420 752 764 886</box>
lead-story-col-3 <box>1343 258 1543 445</box>
byline: আমার কাগজ প্রতিবেদক <box>777 259 895 273</box>
lead-story-continuation <box>777 473 1543 678</box>
story-paragraph: ডা. আব্দুল বারী তরুণদের প্রত্যাশা পূরণ এবং সমৃদ্ধ ও সম্প্রীতির বাগমারা গড়ে তোলার প্রত্যয় ব্যক্ত করেছেন। <box>56 1580 409 1611</box>
story-paragraph-continued: আহত তিনজন হলেন সদর উপজেলার পাঠাপাড়া গ্রামের মিনহাজ (৫২) ও বজলুর রহমান (২০) এবং রানীহাটির ধুমী গ্রামের মো. শুভ (২০)। স্থানীয়রা তাদের উদ্ধার করে চাঁপাইনবাবগঞ্জ আধুনিক সদর হাসপাতালে ভর্তি করেন। পরে অবস্থার অবনতি হলে উন্নত চিকিৎসার জন্য রাজশাহী মেডিকেল কলেজ হাসপাতালে পাঠানো হয়। <box>420 1219 764 1302</box>
story-paragraph: ইসলামের ছেলে জিহাদ (১৭)। <box>420 161 557 175</box>
left-column <box>56 119 409 2369</box>
story-paragraph: জামায়াতের নায়েবে আমির ডা. আব্দুল বারী। তিনি রাজশাহী মেডিকেল কলেজ থেকে এমবিবিএস সম্পন্ন করার পর নিজের প্রতিষ্ঠিত ভবানীগঞ্জ ক্লিনিকে রোগীদের স্বাস্থ্যসেবা দিয়ে আসছেন। <box>56 1528 409 1577</box>
story-heading: মুম্বাইয়ে ব্যস্ত <box>534 1961 651 1990</box>
story-heading: ভোট পুনর্গণনার <box>156 1814 309 1843</box>
story-heading: রাউজানের এক <box>518 998 667 1026</box>
photo-crossbar <box>973 368 1333 383</box>
comilla-headline <box>987 698 1543 799</box>
story-heading: ছুটি শেষে <box>187 126 278 154</box>
story-paragraph: চিকিৎসাধীন মারা যান তিনি। <box>56 1654 184 1669</box>
story-paragraph: ভোটের দিন প্রিজাইডিং অফিসারও সিল মেরেছে অভিযোগ করে তিনি বলেন, ১১ তারিখ রাতে জামায়াতের প্রার্থী ভোট কেন্দ্রে ঢুকে প্রিজাইডিং অফিসারের রুমে গিয়েছে। কিছু কেন্দ্রে ভোটের ফলাফল ইঞ্জিনিয়ারিং করা হয়েছে, যেখানে ফলাফল সিটে এজেন্টদের স্বাক্ষরও নেই। <box>56 1865 409 1931</box>
story-paragraph-continued: ফিরছিল মানুষ। যাওয়ার সময় অতিরিক্ত ভাড়া গুনতে হয়েছিল যাত্রীদের। ফেরার পথেও নির্ধারিত ভাড়ার চাইতে ১০০ থেকে ২০০ টাকা বেশি দিতে হয়। রাজশাহী থেকে ফেরা আবদুল হান্নান বলেন, নির্ধারিত ভাড়া নন এসি ৭০০ থেকে ৮০০ টাকা হলেও ১ হাজারের নিচে কোনও টিকিট নাই। যারা আসছেন সবাই এভাবেই আসছেন। তিনি বলেন, ছুটির কারণে বাড়ি গিয়েছিলেন। এখন ফিরলাম। যাওয়ার সময় বিড়ম্বনা হলেও আসার সময় ভালোভাবেই আসতে পেরেছি। নাটোর থেকে ফেরা সেলিমও জানালেন একই কথা। টিকিটের দাম একটু বেশি নিলেও বাকি সব ঠিক ছিল। গাবতলী ছাড়াও মহাখালী, আব্দুল্লাহপুর, সায়দাবাদ, যাত্রাবাড়ী, গুলিস্তান বাস টার্মিনালগুলোতে ঢাকায় ফেরা মানুষের ভীড় রয়েছে। এদিকে কমলাপুর ও বিমানবন্দর রেলস্টেশনে ঢাকায় ফেরা মানুষের উপচে পড়া ভীড় রয়েছে। দেশের বিভিন্ন গন্তব্য থেকে কর্মক্ষেত্র ফিরছে লোকজন। অন্যদিকে গত কয়েকদিন ঢাকায় গণপরিবহন <box>56 1239 409 1441</box>
story-paragraph-continued: বিএনপি থেকে বিজয়ী যারা: বিএনপির টিকেট সর্বোচ্চ সংখ্যক চিকিৎসক জাতীয় সংসদে যাচ্ছেন। ধানের শীষ প্রতীকে বিজয়ী হয়েছেন ১০ চিকিৎসক। বিজয়ীরা হলেন অধ্যাপক ডা. এজেডএম জাহিদ হোসেন (দিনাজপুর ৬), ডা. রফিকুল ইসলাম বাচ্চু (গাজীপুর ৩), ডা. আনোয়ারুল হক (নেত্রকোনা ২), ডা. মাহাবুবুর রহমান লিটন <box>56 1443 409 1526</box>
story-paragraph: এই আমন্ত্রণকে দুই দেশের সম্পর্কোন্নয়নের চেষ্টায় 'সৌহার্দ্যের বার্তা' হিসেবে তুলে ধরে হুমায়ুন কবির বলেন, "যখন আপনি কাউকে আমন্ত্রণ করেন, তখন আশা করেন যে তিনি উপস্থিত হবেন। এটা একটা সদিচ্ছার ইঙ্গিত।" <box>420 1852 764 1900</box>
rangpur-headline-line-1: রংপুরে ভোট পুনর্গণনার দাবিতে বিএনপির <box>988 1591 1542 1629</box>
